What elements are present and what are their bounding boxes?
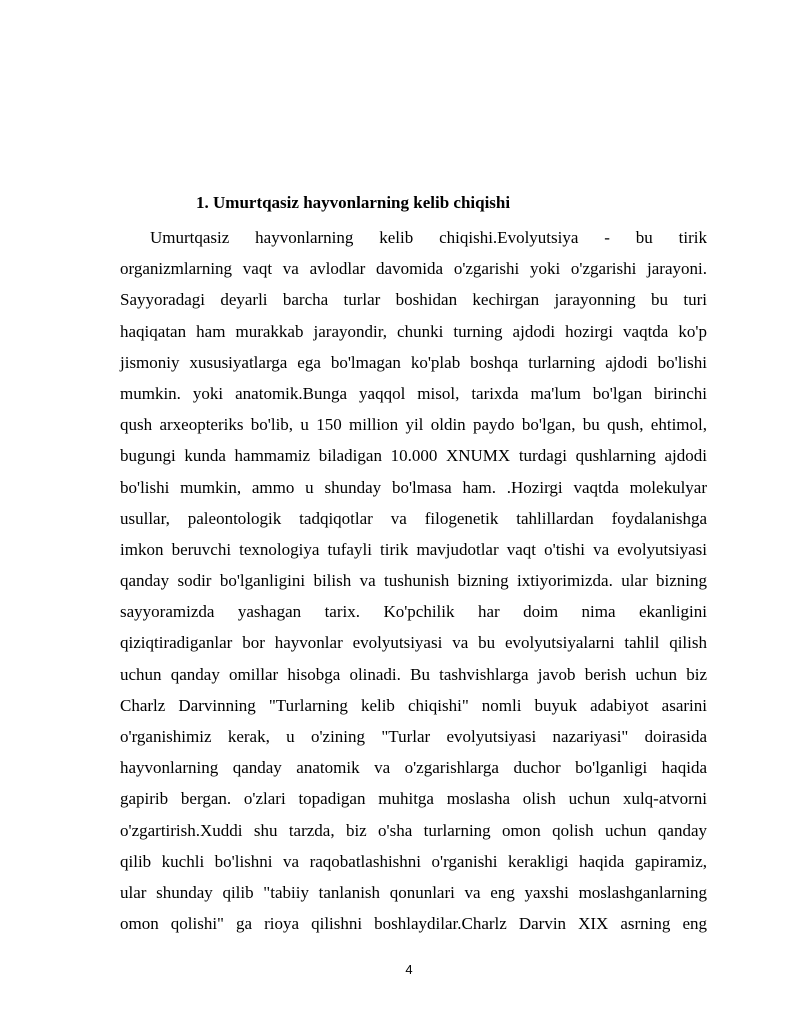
paragraph-line: qilib kuchli bo'lishni va raqobatlashishni o'rganishi kerakligi haqida gapiramiz, — [120, 851, 707, 871]
body-paragraph — [120, 222, 707, 939]
paragraph-line: omon qolishi" ga rioya qilishni boshlaydilar.Charlz Darvin XIX asrning eng — [120, 914, 707, 934]
paragraph-line: qush arxeopteriks bo'lib, u 150 million yil oldin paydo bo'lgan, bu qush, ehtimol, — [120, 415, 707, 435]
paragraph-line: Sayyoradagi deyarli barcha turlar boshidan kechirgan jarayonning bu turi — [120, 290, 707, 310]
paragraph-line: sayyoramizda yashagan tarix. Ko'pchilik har doim nima ekanligini — [120, 602, 707, 622]
paragraph-line: o'rganishimiz kerak, u o'zining "Turlar evolyutsiyasi nazariyasi" doirasida — [120, 727, 707, 746]
paragraph-line: qanday sodir bo'lganligini bilish va tushunish bizning ixtiyorimizda. ular bizning — [120, 571, 707, 591]
paragraph-line: ular shunday qilib "tabiiy tanlanish qonunlari va eng yaxshi moslashganlarning — [120, 882, 707, 902]
section-heading: 1. Umurtqasiz hayvonlarning kelib chiqishi — [196, 193, 511, 212]
paragraph-line: gapirib bergan. o'zlari topadigan muhitga moslasha olish uchun xulq-atvorni — [120, 789, 707, 809]
paragraph-line: qiziqtiradiganlar bor hayvonlar evolyutsiyasi va bu evolyutsiyalarni tahlil qilish — [120, 633, 707, 653]
paragraph-line: uchun qanday omillar hisobga olinadi. Bu tashvishlarga javob berish uchun biz — [120, 664, 707, 684]
paragraph-line: o'zgartirish.Xuddi shu tarzda, biz o'sha turlarning omon qolish uchun qanday — [120, 820, 707, 840]
paragraph-line: bo'lishi mumkin, ammo u shunday bo'lmasa ham. .Hozirgi vaqtda molekulyar — [120, 477, 707, 497]
paragraph-line: Umurtqasiz hayvonlarning kelib chiqishi.Evolyutsiya - bu tirik — [150, 228, 707, 247]
paragraph-line: haqiqatan ham murakkab jarayondir, chunki turning ajdodi hozirgi vaqtda ko'p — [120, 321, 707, 341]
paragraph-line: usullar, paleontologik tadqiqotlar va filogenetik tahlillardan foydalanishga — [120, 508, 707, 528]
page-number: 4 — [405, 962, 413, 977]
paragraph-line: organizmlarning vaqt va avlodlar davomida o'zgarishi yoki o'zgarishi jarayoni. — [120, 259, 707, 279]
paragraph-line: mumkin. yoki anatomik.Bunga yaqqol misol, tarixda ma'lum bo'lgan birinchi — [120, 383, 707, 403]
paragraph-line: Charlz Darvinning "Turlarning kelib chiqishi" nomli buyuk adabiyot asarini — [120, 695, 707, 715]
paragraph-line: jismoniy xususiyatlarga ega bo'lmagan ko'plab boshqa turlarning ajdodi bo'lishi — [120, 352, 707, 372]
paragraph-line: bugungi kunda hammamiz biladigan 10.000 XNUMX turdagi qushlarning ajdodi — [120, 446, 707, 466]
paragraph-line: imkon beruvchi texnologiya tufayli tirik mavjudotlar vaqt o'tishi va evolyutsiyasi — [120, 539, 707, 559]
paragraph-line: hayvonlarning qanday anatomik va o'zgarishlarga duchor bo'lganligi haqida — [120, 758, 707, 778]
